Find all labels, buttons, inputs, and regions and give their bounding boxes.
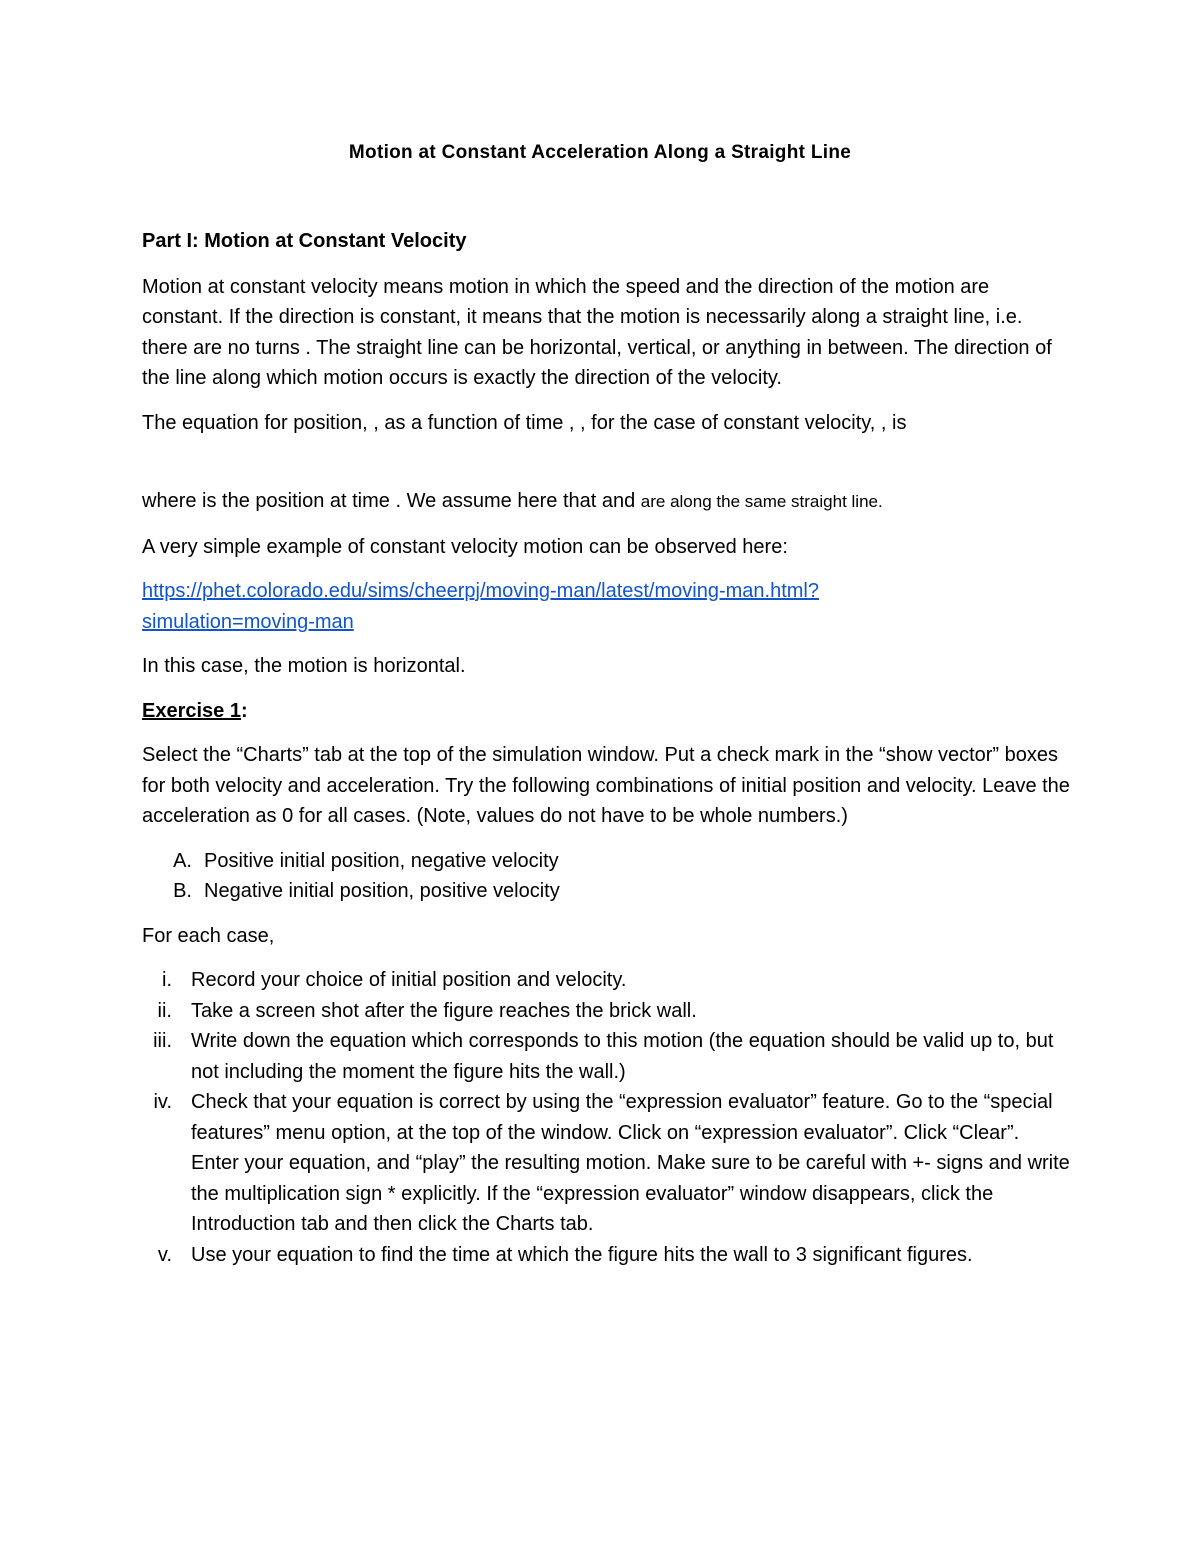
paragraph-for-each: For each case, [142,924,275,947]
paragraph-instructions: Select the “Charts” tab at the top of the simulation window. Put a check mark in the “show vector” boxes for both velocity and acceleration. Try the following combinations of initial position and velocity. Leave the acceleration as 0 for all cases. (Note, values do not have to be whole numbers.) [142,744,1070,827]
document-body [142,226,1072,1270]
list-item-text: Write down the equation which corresponds to this motion (the equation should be valid up to, but not including the moment the figure hits the wall.) [191,1030,1054,1083]
case-list [142,846,1072,907]
list-item-text: Check that your equation is correct by using the “expression evaluator” feature. Go to the “special features” menu option, at the top of the window. Click on “expression evaluator”. Click “Clear”. Enter your equation, and “play” the resulting motion. Make sure to be careful with +- signs and write the multiplication sign * explicitly. If the “expression evaluator” window disappears, click the Introduction tab and then click the Charts tab. [191,1091,1070,1235]
list-item-text: Positive initial position, negative velocity [204,849,559,872]
where-text-small: are along the same straight line. [640,492,883,511]
simulation-link-block [142,576,1072,637]
step-list [142,965,1072,1270]
part-heading: Part I: Motion at Constant Velocity [142,230,467,252]
list-item [142,1026,1072,1087]
paragraph-equation-intro: The equation for position, , as a function of time , , for the case of constant velocity, , is [142,411,907,434]
exercise-heading [142,696,1072,727]
document-title: Motion at Constant Acceleration Along a Straight Line [348,142,852,163]
list-marker: ii. [157,999,172,1022]
list-marker: iii. [153,1030,172,1052]
list-item [142,876,1072,907]
where-text: where is the position at time . We assume here that and [142,490,641,512]
list-marker: v. [157,1243,172,1266]
link-line-2[interactable]: simulation=moving-man [142,610,354,633]
list-item [142,996,1072,1027]
list-item [142,965,1072,996]
exercise-colon: : [240,699,248,722]
list-marker: A. [173,849,192,872]
simulation-link[interactable] [142,580,819,633]
list-item [142,1240,1072,1271]
list-item-text: Use your equation to find the time at which the figure hits the wall to 3 significant figures. [191,1243,973,1266]
paragraph-constant-velocity: Motion at constant velocity means motion in which the speed and the direction of the motion are constant. If the direction is constant, it means that the motion is necessarily along a straight line, i.e. there are no turns . The straight line can be horizontal, vertical, or anything in between. The direction of the line along which motion occurs is exactly the direction of the velocity. [142,275,1052,389]
list-item-text: Negative initial position, positive velocity [204,880,560,902]
list-marker: iv. [153,1091,172,1113]
list-marker: i. [162,969,172,991]
equation-space [142,438,1072,486]
paragraph-horizontal: In this case, the motion is horizontal. [142,655,466,677]
list-item [142,846,1072,877]
paragraph-where [142,486,1072,518]
exercise-label: Exercise 1 [142,699,241,722]
list-marker: B. [173,880,192,902]
link-line-1[interactable]: https://phet.colorado.edu/sims/cheerpj/moving-man/latest/moving-man.html? [142,580,819,602]
paragraph-example: A very simple example of constant velocity motion can be observed here: [142,535,788,558]
list-item-text: Take a screen shot after the figure reaches the brick wall. [191,999,697,1022]
list-item-text: Record your choice of initial position and velocity. [191,969,627,991]
list-item [142,1087,1072,1240]
